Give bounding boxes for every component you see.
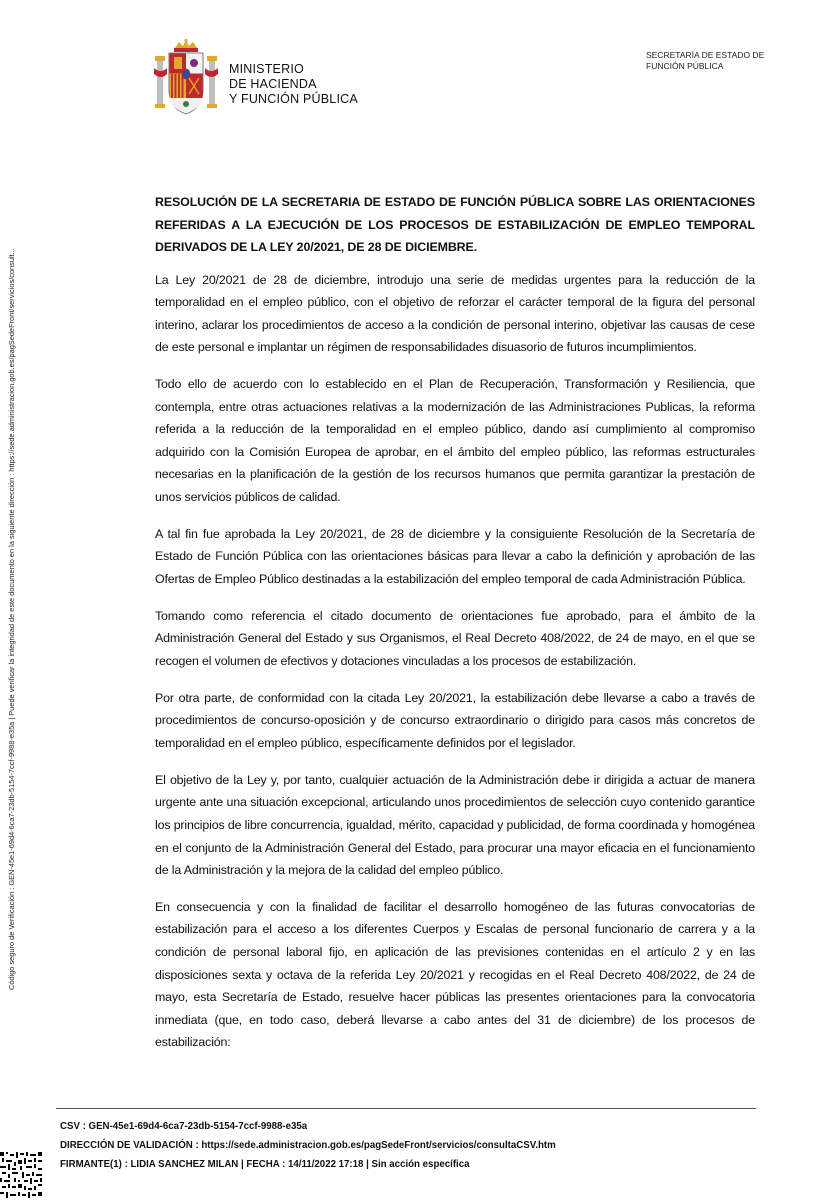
verification-side-note: Código seguro de Verificación : GEN-45e1-69d4-6ca7-23db-5154-7ccf-9988-e35a | Puede verificar la integridad de este documento en la siguiente dirección : https://sede.administracion.gob.es/pagSedeFront/servicios/consult... — [7, 248, 16, 990]
ministry-line-3: Y FUNCIÓN PÚBLICA — [229, 92, 358, 106]
signer-info: FIRMANTE(1) : LIDIA SANCHEZ MILAN | FECHA : 14/11/2022 17:18 | Sin acción específica — [60, 1159, 470, 1170]
csv-code: CSV : GEN-45e1-69d4-6ca7-23db-5154-7ccf-9988-e35a — [60, 1121, 308, 1132]
validation-url[interactable]: DIRECCIÓN DE VALIDACIÓN : https://sede.administracion.gob.es/pagSedeFront/servicios/consultaCSV.htm — [60, 1140, 556, 1151]
secretaria-line-2: FUNCIÓN PÚBLICA — [646, 61, 724, 71]
secretaria-line-1: SECRETARÍA DE ESTADO DE — [646, 50, 765, 60]
ministry-name — [229, 62, 358, 107]
paragraph-5: Por otra parte, de conformidad con la citada Ley 20/2021, la estabilización debe llevarse a cabo a través de procedimientos de concurso-oposición y de concurso extraordinario o dirigido para casos más concretos de temporalidad en el empleo público, específicamente definidos por el legislador. — [155, 690, 755, 750]
qr-code-icon — [0, 1150, 44, 1200]
signature-footer — [60, 1117, 556, 1174]
paragraph-7: En consecuencia y con la finalidad de facilitar el desarrollo homogéneo de las futuras convocatorias de estabilización para el acceso a los diferentes Cuerpos y Escalas de personal funcionario de carrera y a la condición de personal laboral fijo, en aplicación de las previsiones contenidas en el artículo 2 y en las disposiciones sexta y octava de la referida Ley 20/2021 y recogidas en el Real Decreto 408/2022, de 24 de mayo, esta Secretaría de Estado, resuelve hacer públicas las presentes orientaciones para la convocatoria inmediata (que, en todo caso, deberá llevarse a cabo antes del 31 de diciembre) de los procesos de estabilización: — [155, 899, 755, 1050]
paragraph-6: El objetivo de la Ley y, por tanto, cualquier actuación de la Administración debe ir dirigida a actuar de manera urgente ante una situación excepcional, articulando unos procedimientos de selección cuyo contenido garantice los principios de libre concurrencia, igualdad, mérito, capacidad y publicidad, de forma coordinada y homogénea en el conjunto de la Administración General del Estado, para procurar una mayor eficacia en el funcionamiento de la Administración y la mejora de la calidad del empleo público. — [155, 772, 755, 878]
paragraph-1: La Ley 20/2021 de 28 de diciembre, introdujo una serie de medidas urgentes para la reducción de la temporalidad en el empleo público, con el objetivo de reforzar el carácter temporal de la figura del personal interino, aclarar los procedimientos de acceso a la condición de personal interino, objetivar las causas de cese de este personal e implantar un régimen de responsabilidades disuasorio de futuros incumplimientos. — [155, 272, 755, 355]
ministry-line-2: DE HACIENDA — [229, 77, 317, 91]
secretaria-header — [646, 50, 764, 72]
coat-of-arms-logo — [153, 38, 219, 120]
paragraph-4: Tomando como referencia el citado documento de orientaciones fue aprobado, para el ámbito de la Administración General del Estado y sus Organismos, el Real Decreto 408/2022, de 24 de mayo, en el que se recogen el volumen de efectivos y dotaciones vinculadas a los procesos de estabilización. — [155, 608, 755, 668]
document-title: RESOLUCIÓN DE LA SECRETARIA DE ESTADO DE FUNCIÓN PÚBLICA SOBRE LAS ORIENTACIONES REFERIDAS A LA EJECUCIÓN DE LOS PROCESOS DE ESTABILIZACIÓN DE EMPLEO TEMPORAL DERIVADOS DE LA LEY 20/2021, DE 28 DE DICIEMBRE. — [155, 195, 755, 254]
document-body — [155, 191, 755, 1068]
paragraph-3: A tal fin fue aprobada la Ley 20/2021, de 28 de diciembre y la consiguiente Resolución de la Secretaría de Estado de Función Pública con las orientaciones básicas para llevar a cabo la definición y aprobación de las Ofertas de Empleo Público destinadas a la estabilización del empleo temporal de cada Administración Pública. — [155, 526, 755, 586]
ministry-line-1: MINISTERIO — [229, 62, 304, 76]
footer-divider — [56, 1108, 756, 1109]
paragraph-2: Todo ello de acuerdo con lo establecido en el Plan de Recuperación, Transformación y Resiliencia, que contempla, entre otras actuaciones relativas a la modernización de las Administraciones Publicas, la reforma referida a la reducción de la temporalidad en el empleo público, dando así cumplimiento al compromiso adquirido con la Comisión Europea de aprobar, en el ámbito del empleo público, las reformas estructurales necesarias en la planificación de la gestión de los recursos humanos que permita garantizar la prestación de unos servicios públicos de calidad. — [155, 377, 755, 505]
